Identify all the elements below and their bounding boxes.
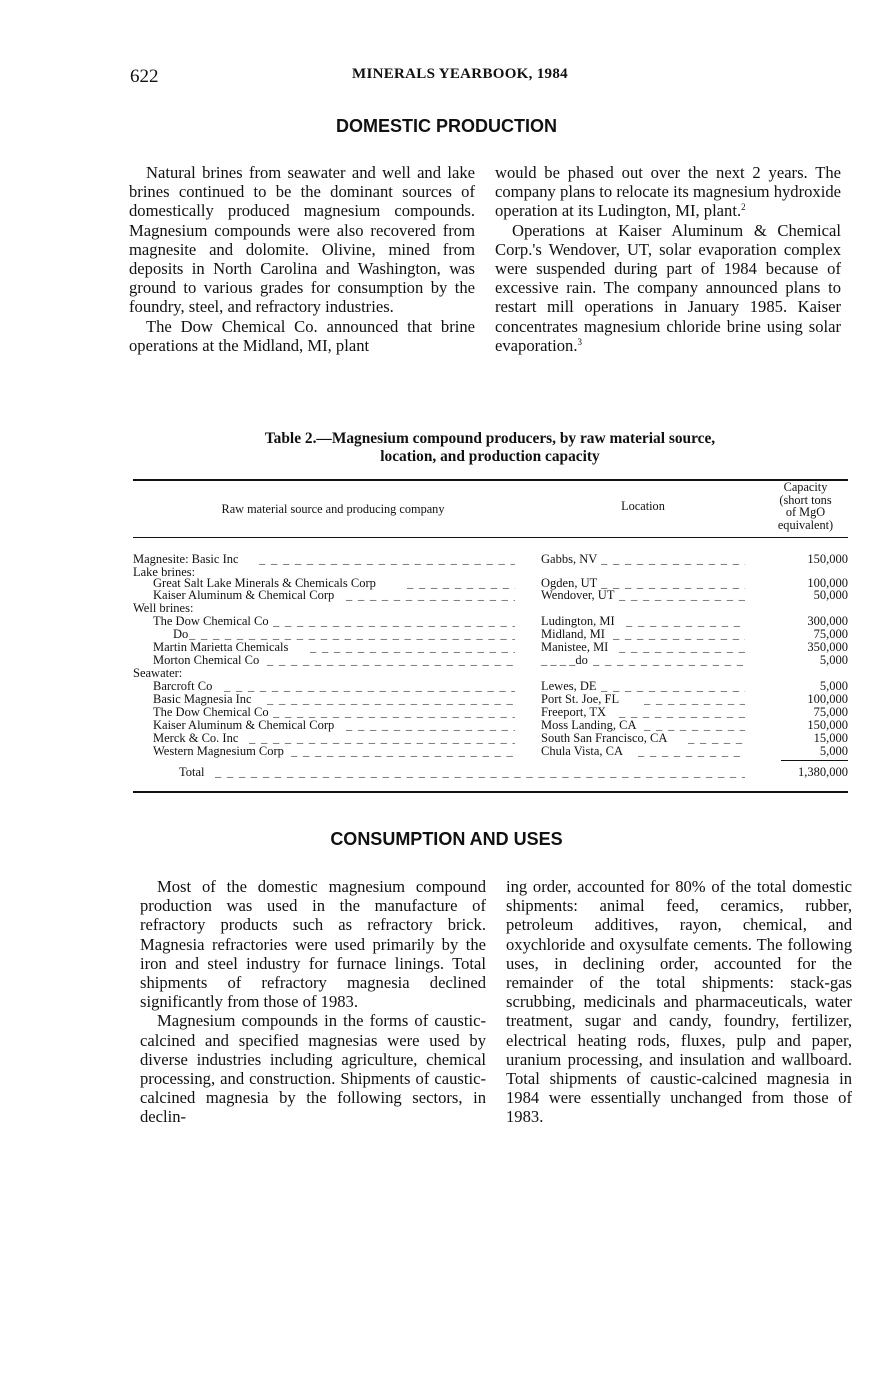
row-capacity: 100,000 <box>807 692 848 706</box>
table-row <box>133 745 848 758</box>
row-location <box>541 654 588 667</box>
producers-table <box>133 479 848 795</box>
row-capacity: 350,000 <box>807 640 848 654</box>
column-header-location: Location <box>621 499 665 513</box>
row-company: Seawater: <box>133 666 183 680</box>
row-location <box>541 553 597 566</box>
row-company: The Dow Chemical Co <box>153 614 269 628</box>
row-capacity: 5,000 <box>819 744 848 758</box>
leader-dots <box>249 732 515 745</box>
leader-dots <box>346 719 515 732</box>
leader-dots <box>619 641 745 654</box>
row-capacity: 150,000 <box>807 552 848 566</box>
row-company: Great Salt Lake Minerals & Chemicals Corp <box>153 576 376 590</box>
row-company: Kaiser Aluminum & Chemical Corp <box>153 588 335 602</box>
row-location-text: Chula Vista, CA <box>541 744 624 758</box>
row-location-text: Gabbs, NV <box>541 552 598 566</box>
row-location <box>541 589 614 602</box>
row-capacity: 5,000 <box>819 653 848 667</box>
row-location-text: do <box>575 653 588 667</box>
footnote-ref: 3 <box>577 336 582 347</box>
leader-dots <box>291 745 515 758</box>
leader-dots <box>626 615 745 628</box>
leader-dots <box>224 680 515 693</box>
row-company: Kaiser Aluminum & Chemical Corp <box>153 718 335 732</box>
capacity-header-line: equivalent) <box>777 517 834 532</box>
paragraph-text: would be phased out over the next 2 years. The company plans to relocate its magnesium hydroxide operation at its Ludington, MI, plant. <box>495 163 841 221</box>
total-rule <box>781 760 848 761</box>
paragraph: Magnesium compounds in the forms of caustic-calcined and specified magnesias were used by diverse industries including agriculture, chemical processing, and construction. Shipments of caustic-calcined magnesia by the following sectors, in declin- <box>140 1011 486 1127</box>
leader-dots <box>593 654 745 667</box>
table-row <box>133 654 848 667</box>
column-header-capacity <box>763 481 848 531</box>
row-company: Barcroft Co <box>153 679 213 693</box>
leader-dots <box>310 641 515 654</box>
row-company: The Dow Chemical Co <box>153 705 269 719</box>
row-capacity: 15,000 <box>813 731 848 745</box>
row-capacity: 150,000 <box>807 718 848 732</box>
row-location-text: Wendover, UT <box>541 588 615 602</box>
paragraph: Natural brines from seawater and well and lake brines continued to be the dominant sources of domestically produced magnesium compounds. Magnesium compounds were also recovered from magnesite and dolomite. Olivine, mined from deposits in North Carolina and Washington, was ground to various grades for consumption by the foundry, steel, and refractory industries. <box>129 163 475 317</box>
table-caption-line1: Table 2.—Magnesium compound producers, by raw material source, <box>264 430 716 447</box>
row-capacity: 50,000 <box>813 588 848 602</box>
leader-dots <box>346 589 515 602</box>
running-title: MINERALS YEARBOOK, 1984 <box>352 66 568 82</box>
table-caption-line2: location, and production capacity <box>380 448 600 465</box>
capacity-header-line: (short tons <box>779 492 832 507</box>
capacity-header-line: of MgO <box>785 505 826 519</box>
table-row <box>133 553 848 566</box>
column-header-source: Raw material source and producing company <box>221 502 445 516</box>
row-location-text: Lewes, DE <box>541 679 597 693</box>
row-company: Basic Magnesia Inc <box>153 692 252 706</box>
domestic-production-left-column <box>129 163 475 355</box>
row-location-text: Midland, MI <box>541 627 605 641</box>
leader-dots <box>259 553 515 566</box>
row-location-text: Moss Landing, CA <box>541 718 637 732</box>
ditto-marks: _ _ _ _ <box>541 653 576 667</box>
row-company: Lake brines: <box>133 565 196 579</box>
leader-dots <box>601 680 745 693</box>
consumption-left-column <box>140 877 486 1127</box>
leader-dots <box>619 706 745 719</box>
row-capacity: 100,000 <box>807 576 848 590</box>
paragraph-text: Operations at Kaiser Aluminum & Chemical Corp.'s Wendover, UT, solar evaporation complex were suspended during part of 1984 because of excessive rain. The company announced plans to restart mill operations in January 1985. Kaiser concentrates magnesium chloride brine using solar evaporation. <box>495 220 841 355</box>
page-number: 622 <box>130 66 159 87</box>
capacity-header-line: Capacity <box>783 480 828 494</box>
table-row <box>133 589 848 602</box>
leader-dots <box>215 766 745 779</box>
leader-dots <box>688 732 745 745</box>
leader-dots <box>273 615 515 628</box>
row-capacity: 300,000 <box>807 614 848 628</box>
row-company: Martin Marietta Chemicals <box>153 640 289 654</box>
row-company: Well brines: <box>133 601 194 615</box>
row-company: Magnesite: Basic Inc <box>133 552 239 566</box>
section-heading-consumption-and-uses: CONSUMPTION AND USES <box>330 829 563 849</box>
row-location-text: Freeport, TX <box>541 705 607 719</box>
row-location-text: Manistee, MI <box>541 640 609 654</box>
leader-dots <box>267 693 515 706</box>
paragraph: ing order, accounted for 80% of the total domestic shipments: animal feed, ceramics, rubber, petroleum additives, rayon, chemical, and oxychloride and oxysulfate cements. The following uses, in declining order, accounted for the remainder of the total shipments: stack-gas scrubbing, medicinals and pharmaceuticals, water treatment, sugar and candy, foundry, fertilizer, electrical heating rods, fluxes, pulp and paper, uranium processing, and insulation and wallboard. Total shipments of caustic-calcined magnesia in 1984 were essentially unchanged from those of 1983. <box>506 877 852 1127</box>
leader-dots <box>613 628 745 641</box>
footnote-ref: 2 <box>741 202 746 213</box>
leader-dots <box>619 589 745 602</box>
table-row <box>133 615 848 628</box>
row-company: Morton Chemical Co <box>153 653 260 667</box>
leader-dots <box>644 693 745 706</box>
row-capacity: 5,000 <box>819 679 848 693</box>
paragraph: The Dow Chemical Co. announced that brine operations at the Midland, MI, plant <box>129 316 475 355</box>
table-top-rule <box>133 479 848 481</box>
row-location-text: South San Francisco, CA <box>541 731 668 745</box>
row-location-text: Ludington, MI <box>541 614 615 628</box>
table-bottom-rule <box>133 791 848 793</box>
total-value: 1,380,000 <box>798 765 848 779</box>
leader-dots <box>638 745 745 758</box>
row-company: Merck & Co. Inc <box>153 731 239 745</box>
total-label: Total <box>179 765 205 779</box>
section-heading-domestic-production: DOMESTIC PRODUCTION <box>335 116 557 136</box>
domestic-production-right-column <box>495 163 841 355</box>
table-row <box>133 719 848 732</box>
table-caption <box>140 430 840 466</box>
row-capacity: 75,000 <box>813 627 848 641</box>
row-capacity: 75,000 <box>813 705 848 719</box>
paragraph <box>495 221 841 355</box>
row-location <box>541 745 623 758</box>
leader-dots <box>267 654 515 667</box>
consumption-right-column <box>506 877 852 1127</box>
row-location-text: Port St. Joe, FL <box>541 692 620 706</box>
table-row <box>133 667 848 680</box>
paragraph: Most of the domestic magnesium compound production was used in the manufacture of refractory products such as refractory brick. Magnesia refractories were used primarily by the iron and steel industry for furnace linings. Total shipments of refractory magnesia declined significantly from those of 1983. <box>140 877 486 1012</box>
row-location-text: Ogden, UT <box>541 576 598 590</box>
table-header-rule <box>133 537 848 538</box>
leader-dots <box>601 553 745 566</box>
paragraph <box>495 163 841 221</box>
row-company: Western Magnesium Corp <box>153 744 284 758</box>
total-row <box>133 766 848 779</box>
row-company: Do <box>173 627 189 641</box>
